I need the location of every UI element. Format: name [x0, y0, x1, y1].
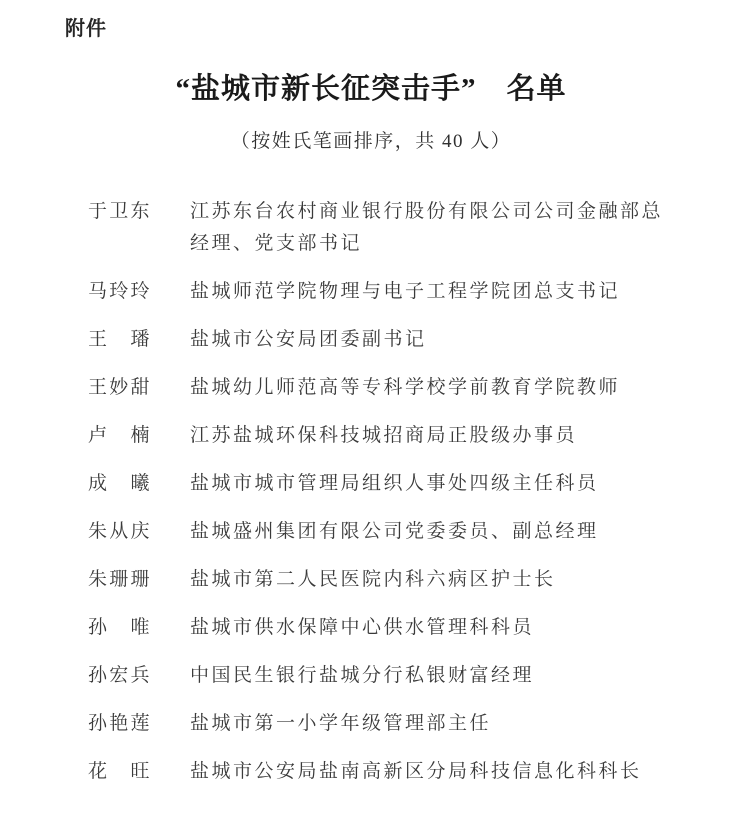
- list-item: [88, 276, 678, 308]
- list-item: [88, 564, 678, 596]
- person-position: 中国民生银行盐城分行私银财富经理: [190, 665, 535, 686]
- person-position: 江苏盐城环保科技城招商局正股级办事员: [190, 425, 578, 446]
- list-item: [88, 708, 678, 740]
- person-name: 于卫东: [88, 201, 150, 222]
- person-name: 孙艳莲: [88, 713, 150, 734]
- person-name: 王璠: [88, 329, 150, 350]
- person-position: 盐城市第一小学年级管理部主任: [190, 713, 492, 734]
- person-position: 盐城幼儿师范高等专科学校学前教育学院教师: [190, 377, 621, 398]
- person-position: 盐城市供水保障中心供水管理科科员: [190, 617, 535, 638]
- list-item: [88, 324, 678, 356]
- list-item: [88, 612, 678, 644]
- list-item: [88, 372, 678, 404]
- person-position: 盐城市公安局团委副书记: [190, 329, 427, 350]
- page-subtitle: （按姓氏笔画排序，共 40 人）: [230, 131, 512, 152]
- person-position: 江苏东台农村商业银行股份有限公司公司金融部总经理、党支部书记: [190, 201, 664, 254]
- list-item: [88, 420, 678, 452]
- person-position: 盐城市公安局盐南高新区分局科技信息化科科长: [190, 761, 642, 782]
- list-item: [88, 756, 678, 788]
- list-item: [88, 468, 678, 500]
- person-position: 盐城盛州集团有限公司党委委员、副总经理: [190, 521, 599, 542]
- person-position: 盐城市城市管理局组织人事处四级主任科员: [190, 473, 599, 494]
- list-item: [88, 660, 678, 692]
- person-name: 马玲玲: [88, 281, 150, 302]
- person-name: 成曦: [88, 473, 150, 494]
- person-name: 王妙甜: [88, 377, 150, 398]
- recipient-list: [88, 196, 678, 804]
- list-item: [88, 196, 678, 260]
- person-position: 盐城师范学院物理与电子工程学院团总支书记: [190, 281, 621, 302]
- person-name: 孙宏兵: [88, 665, 150, 686]
- person-name: 朱从庆: [88, 521, 150, 542]
- list-item: [88, 516, 678, 548]
- page-title: “盐城市新长征突击手” 名单: [175, 73, 567, 105]
- person-name: 花旺: [88, 761, 150, 782]
- person-name: 朱珊珊: [88, 569, 150, 590]
- person-name: 孙唯: [88, 617, 150, 638]
- person-name: 卢楠: [88, 425, 150, 446]
- person-position: 盐城市第二人民医院内科六病区护士长: [190, 569, 556, 590]
- attachment-label: 附件: [65, 18, 107, 40]
